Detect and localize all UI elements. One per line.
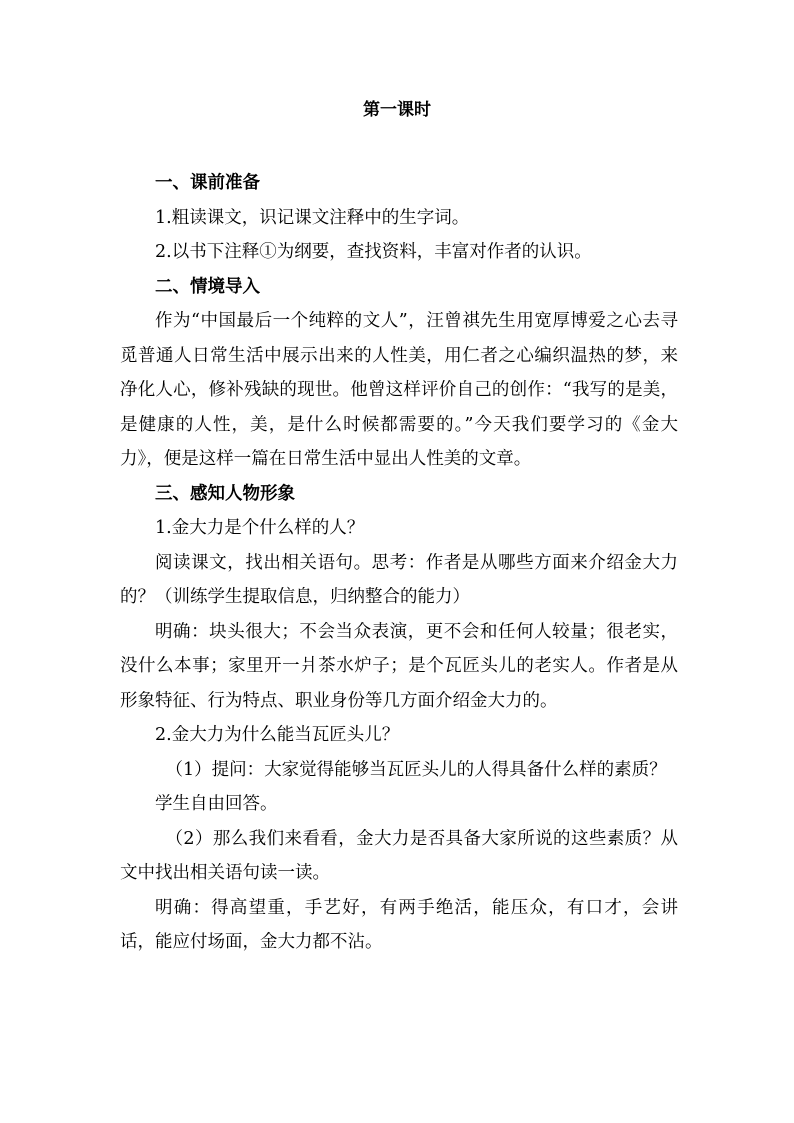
section-heading-character: 三、感知人物形象	[155, 483, 295, 504]
paragraph-prep-2: 2.以书下注释①为纲要，查找资料，丰富对作者的认识。	[155, 242, 592, 262]
paragraph-answer-2: 明确：得高望重，手艺好，有两手绝活，能压众，有口才，会讲话，能应付场面，金大力都不沾。	[120, 897, 678, 952]
paragraph-sub-question-1: （1）提问：大家觉得能够当瓦匠头儿的人得具备什么样的素质？	[165, 759, 667, 780]
section-heading-preparation: 一、课前准备	[155, 173, 260, 193]
paragraph-question-1: 1.金大力是个什么样的人？	[155, 518, 365, 538]
paragraph-reading-task: 阅读课文，找出相关语句。思考：作者是从哪些方面来介绍金大力的？（训练学生提取信息，归纳整合的能力）	[120, 552, 678, 607]
paragraph-answer-1: 明确：块头很大；不会当众表演，更不会和任何人较量；很老实，没什么本事；家里开一爿茶水炉子；是个瓦匠头儿的老实人。作者是从形象特征、行为特点、职业身份等几方面介绍金大力的。	[120, 621, 678, 711]
paragraph-prep-1: 1.粗读课文，识记课文注释中的生字词。	[155, 207, 470, 228]
section-heading-introduction: 二、情境导入	[155, 276, 260, 297]
document-body	[120, 166, 678, 960]
paragraph-sub-question-2: （2）那么我们来看看，金大力是否具备大家所说的这些素质？从文中找出相关语句读一读。	[120, 828, 678, 883]
page-title: 第一课时	[363, 100, 431, 120]
paragraph-free-answer: 学生自由回答。	[155, 794, 278, 814]
paragraph-question-2: 2.金大力为什么能当瓦匠头儿？	[155, 725, 400, 745]
paragraph-introduction: 作为“中国最后一个纯粹的文人”，汪曾祺先生用宽厚博爱之心去寻觅普通人日常生活中展示出来的人性美，用仁者之心编织温热的梦，来净化人心，修补残缺的现世。他曾这样评价自己的创作：“我写的是美，是健康的人性，美，是什么时候都需要的。”今天我们要学习的《金大力》，便是这样一篇在日常生活中显出人性美的文章。	[120, 311, 678, 469]
